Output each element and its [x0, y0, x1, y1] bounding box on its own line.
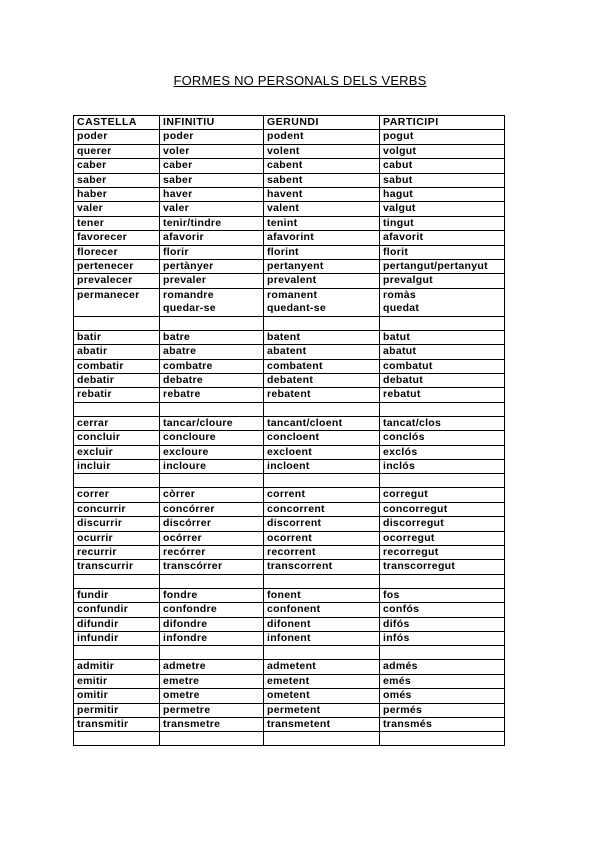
table-row — [74, 588, 505, 602]
header-gerundi: GERUNDI — [264, 116, 380, 130]
participi-cell: admés — [380, 660, 505, 674]
gerundi-cell: transcorrent — [264, 560, 380, 574]
castella-cell: tener — [74, 216, 160, 230]
infinitiu-cell: tenir/tindre — [160, 216, 264, 230]
participi-cell: conclós — [380, 431, 505, 445]
gerundi-cell: debatent — [264, 373, 380, 387]
participi-cell: rebatut — [380, 388, 505, 402]
table-row — [74, 416, 505, 430]
infinitiu-cell: batre — [160, 330, 264, 344]
castella-cell: caber — [74, 159, 160, 173]
participi-cell: batut — [380, 330, 505, 344]
empty-cell — [380, 316, 505, 330]
spacer-row — [74, 646, 505, 660]
header-castella: CASTELLA — [74, 116, 160, 130]
gerundi-cell: difonent — [264, 617, 380, 631]
infinitiu-cell: poder — [160, 130, 264, 144]
gerundi-cell: prevalent — [264, 274, 380, 288]
empty-cell — [264, 402, 380, 416]
infinitiu-cell: afavorir — [160, 231, 264, 245]
empty-cell — [160, 732, 264, 746]
gerundi-cell: discorrent — [264, 517, 380, 531]
empty-cell — [380, 732, 505, 746]
empty-cell — [380, 474, 505, 488]
table-row — [74, 445, 505, 459]
castella-cell: favorecer — [74, 231, 160, 245]
participi-cell: debatut — [380, 373, 505, 387]
table-row — [74, 560, 505, 574]
infinitiu-cell: recórrer — [160, 545, 264, 559]
empty-cell — [74, 402, 160, 416]
gerundi-cell: tenint — [264, 216, 380, 230]
infinitiu-cell: pertànyer — [160, 260, 264, 274]
gerundi-cell: podent — [264, 130, 380, 144]
table-row — [74, 188, 505, 202]
castella-cell: pertenecer — [74, 260, 160, 274]
gerundi-cell: concorrent — [264, 502, 380, 516]
participi-cell: recorregut — [380, 545, 505, 559]
empty-cell — [160, 474, 264, 488]
participi-cell: ocorregut — [380, 531, 505, 545]
participi-cell: valgut — [380, 202, 505, 216]
castella-cell: transmitir — [74, 718, 160, 732]
infinitiu-cell: romandre quedar-se — [160, 288, 264, 316]
castella-cell: cerrar — [74, 416, 160, 430]
table-row — [74, 288, 505, 316]
table-body — [74, 130, 505, 746]
castella-cell: haber — [74, 188, 160, 202]
participi-cell: difós — [380, 617, 505, 631]
table-row — [74, 274, 505, 288]
castella-cell: omitir — [74, 689, 160, 703]
empty-cell — [380, 646, 505, 660]
castella-cell: permitir — [74, 703, 160, 717]
participi-cell: volgut — [380, 144, 505, 158]
castella-cell: discurrir — [74, 517, 160, 531]
table-row — [74, 359, 505, 373]
table-row — [74, 345, 505, 359]
gerundi-cell: batent — [264, 330, 380, 344]
infinitiu-cell: permetre — [160, 703, 264, 717]
participi-cell: inclós — [380, 459, 505, 473]
table-row — [74, 216, 505, 230]
table-row — [74, 373, 505, 387]
table-row — [74, 660, 505, 674]
participi-cell: combatut — [380, 359, 505, 373]
infinitiu-cell: transmetre — [160, 718, 264, 732]
castella-cell: querer — [74, 144, 160, 158]
table-row — [74, 388, 505, 402]
castella-cell: emitir — [74, 674, 160, 688]
participi-cell: tancat/clos — [380, 416, 505, 430]
gerundi-cell: confonent — [264, 603, 380, 617]
castella-cell: prevalecer — [74, 274, 160, 288]
infinitiu-cell: còrrer — [160, 488, 264, 502]
participi-cell: transcorregut — [380, 560, 505, 574]
infinitiu-cell: saber — [160, 173, 264, 187]
table-row — [74, 260, 505, 274]
empty-cell — [160, 402, 264, 416]
table-row — [74, 173, 505, 187]
gerundi-cell: romanent quedant-se — [264, 288, 380, 316]
table-row — [74, 517, 505, 531]
table-row — [74, 545, 505, 559]
castella-cell: confundir — [74, 603, 160, 617]
participi-cell: afavorit — [380, 231, 505, 245]
infinitiu-cell: concórrer — [160, 502, 264, 516]
infinitiu-cell: florir — [160, 245, 264, 259]
infinitiu-cell: concloure — [160, 431, 264, 445]
infinitiu-cell: tancar/cloure — [160, 416, 264, 430]
header-infinitiu: INFINITIU — [160, 116, 264, 130]
castella-cell: recurrir — [74, 545, 160, 559]
spacer-row — [74, 574, 505, 588]
infinitiu-cell: emetre — [160, 674, 264, 688]
castella-cell: batir — [74, 330, 160, 344]
infinitiu-cell: rebatre — [160, 388, 264, 402]
spacer-row — [74, 474, 505, 488]
empty-cell — [264, 316, 380, 330]
castella-cell: concluir — [74, 431, 160, 445]
participi-cell: pertangut/pertanyut — [380, 260, 505, 274]
castella-cell: ocurrir — [74, 531, 160, 545]
table-row — [74, 617, 505, 631]
participi-cell: abatut — [380, 345, 505, 359]
infinitiu-cell: discórrer — [160, 517, 264, 531]
gerundi-cell: admetent — [264, 660, 380, 674]
gerundi-cell: corrent — [264, 488, 380, 502]
table-row — [74, 603, 505, 617]
gerundi-cell: volent — [264, 144, 380, 158]
gerundi-cell: sabent — [264, 173, 380, 187]
infinitiu-cell: incloure — [160, 459, 264, 473]
infinitiu-cell: abatre — [160, 345, 264, 359]
gerundi-cell: abatent — [264, 345, 380, 359]
infinitiu-cell: voler — [160, 144, 264, 158]
empty-cell — [264, 474, 380, 488]
table-row — [74, 689, 505, 703]
gerundi-cell: infonent — [264, 632, 380, 646]
gerundi-cell: cabent — [264, 159, 380, 173]
participi-cell: tingut — [380, 216, 505, 230]
infinitiu-cell: fondre — [160, 588, 264, 602]
castella-cell: permanecer — [74, 288, 160, 316]
table-row — [74, 431, 505, 445]
participi-cell: confós — [380, 603, 505, 617]
participi-cell: prevalgut — [380, 274, 505, 288]
table-row — [74, 674, 505, 688]
table-row — [74, 531, 505, 545]
table-row — [74, 245, 505, 259]
empty-cell — [74, 646, 160, 660]
participi-cell: transmés — [380, 718, 505, 732]
table-row — [74, 202, 505, 216]
gerundi-cell: excloent — [264, 445, 380, 459]
gerundi-cell: transmetent — [264, 718, 380, 732]
castella-cell: incluir — [74, 459, 160, 473]
infinitiu-cell: prevaler — [160, 274, 264, 288]
gerundi-cell: havent — [264, 188, 380, 202]
castella-cell: valer — [74, 202, 160, 216]
castella-cell: admitir — [74, 660, 160, 674]
spacer-row — [74, 316, 505, 330]
table-header-row — [74, 116, 505, 130]
participi-cell: fos — [380, 588, 505, 602]
empty-cell — [160, 316, 264, 330]
gerundi-cell: ometent — [264, 689, 380, 703]
infinitiu-cell: ocórrer — [160, 531, 264, 545]
participi-cell: hagut — [380, 188, 505, 202]
infinitiu-cell: infondre — [160, 632, 264, 646]
castella-cell: difundir — [74, 617, 160, 631]
gerundi-cell: emetent — [264, 674, 380, 688]
participi-cell: exclós — [380, 445, 505, 459]
participi-cell: concorregut — [380, 502, 505, 516]
castella-cell: infundir — [74, 632, 160, 646]
table-row — [74, 459, 505, 473]
castella-cell: fundir — [74, 588, 160, 602]
participi-cell: cabut — [380, 159, 505, 173]
castella-cell: poder — [74, 130, 160, 144]
table-row — [74, 502, 505, 516]
castella-cell: combatir — [74, 359, 160, 373]
castella-cell: rebatir — [74, 388, 160, 402]
empty-cell — [74, 732, 160, 746]
castella-cell: abatir — [74, 345, 160, 359]
spacer-row — [74, 732, 505, 746]
participi-cell: florit — [380, 245, 505, 259]
castella-cell: excluir — [74, 445, 160, 459]
header-participi: PARTICIPI — [380, 116, 505, 130]
gerundi-cell: recorrent — [264, 545, 380, 559]
gerundi-cell: valent — [264, 202, 380, 216]
gerundi-cell: tancant/cloent — [264, 416, 380, 430]
infinitiu-cell: caber — [160, 159, 264, 173]
infinitiu-cell: difondre — [160, 617, 264, 631]
empty-cell — [264, 574, 380, 588]
castella-cell: transcurrir — [74, 560, 160, 574]
table-row — [74, 718, 505, 732]
table-row — [74, 231, 505, 245]
infinitiu-cell: ometre — [160, 689, 264, 703]
empty-cell — [74, 474, 160, 488]
table-row — [74, 130, 505, 144]
table-row — [74, 144, 505, 158]
castella-cell: concurrir — [74, 502, 160, 516]
table-row — [74, 159, 505, 173]
infinitiu-cell: admetre — [160, 660, 264, 674]
gerundi-cell: concloent — [264, 431, 380, 445]
participi-cell: romàs quedat — [380, 288, 505, 316]
participi-cell: discorregut — [380, 517, 505, 531]
empty-cell — [160, 574, 264, 588]
castella-cell: debatir — [74, 373, 160, 387]
castella-cell: saber — [74, 173, 160, 187]
participi-cell: corregut — [380, 488, 505, 502]
gerundi-cell: rebatent — [264, 388, 380, 402]
participi-cell: sabut — [380, 173, 505, 187]
gerundi-cell: permetent — [264, 703, 380, 717]
table-row — [74, 703, 505, 717]
gerundi-cell: florint — [264, 245, 380, 259]
participi-cell: omés — [380, 689, 505, 703]
participi-cell: pogut — [380, 130, 505, 144]
gerundi-cell: incloent — [264, 459, 380, 473]
page-title: FORMES NO PERSONALS DELS VERBS — [173, 73, 427, 88]
participi-cell: permés — [380, 703, 505, 717]
infinitiu-cell: debatre — [160, 373, 264, 387]
infinitiu-cell: combatre — [160, 359, 264, 373]
empty-cell — [74, 574, 160, 588]
gerundi-cell: ocorrent — [264, 531, 380, 545]
empty-cell — [74, 316, 160, 330]
gerundi-cell: afavorint — [264, 231, 380, 245]
infinitiu-cell: excloure — [160, 445, 264, 459]
spacer-row — [74, 402, 505, 416]
infinitiu-cell: haver — [160, 188, 264, 202]
empty-cell — [380, 402, 505, 416]
empty-cell — [160, 646, 264, 660]
table-row — [74, 488, 505, 502]
table-row — [74, 632, 505, 646]
participi-cell: emés — [380, 674, 505, 688]
empty-cell — [264, 732, 380, 746]
table-row — [74, 330, 505, 344]
castella-cell: correr — [74, 488, 160, 502]
infinitiu-cell: confondre — [160, 603, 264, 617]
empty-cell — [380, 574, 505, 588]
gerundi-cell: pertanyent — [264, 260, 380, 274]
participi-cell: infós — [380, 632, 505, 646]
infinitiu-cell: transcórrer — [160, 560, 264, 574]
verb-forms-table — [73, 115, 505, 746]
castella-cell: florecer — [74, 245, 160, 259]
infinitiu-cell: valer — [160, 202, 264, 216]
empty-cell — [264, 646, 380, 660]
gerundi-cell: fonent — [264, 588, 380, 602]
gerundi-cell: combatent — [264, 359, 380, 373]
